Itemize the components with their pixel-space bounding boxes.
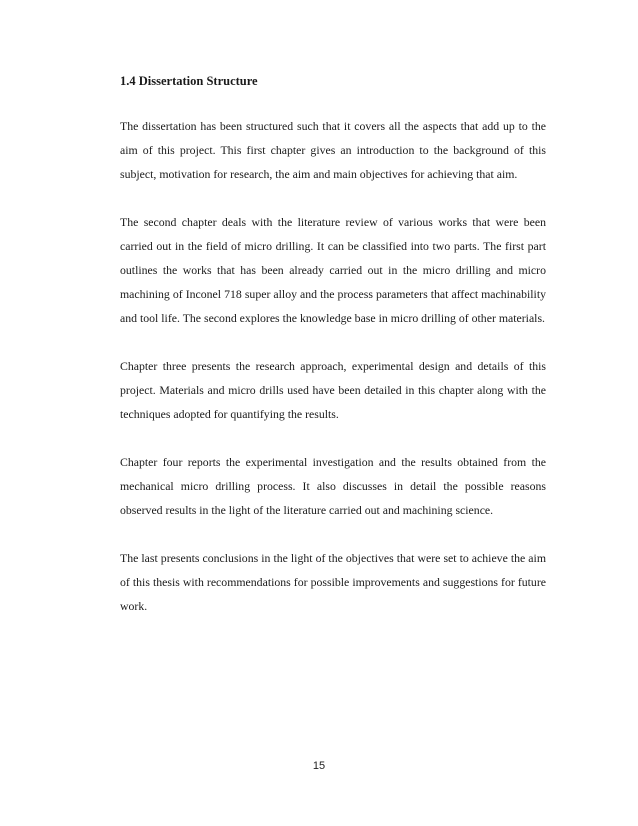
paragraph-chapter-four: Chapter four reports the experimental investigation and the results obtained from the mechanical micro drilling process. It also discusses in detail the possible reasons observed results in the light of the literature carried out and machining science. bbox=[120, 455, 546, 517]
paragraph-introduction: The dissertation has been structured such that it covers all the aspects that add up to the aim of this project. This first chapter gives an introduction to the background of this subject, motivation for research, the aim and main objectives for achieving that aim. bbox=[120, 119, 546, 181]
section-body bbox=[120, 114, 546, 642]
page-number: 15 bbox=[312, 760, 326, 772]
paragraph-conclusion: The last presents conclusions in the light of the objectives that were set to achieve the aim of this thesis with recommendations for possible improvements and suggestions for future work. bbox=[120, 551, 546, 613]
paragraph-chapter-two: The second chapter deals with the literature review of various works that were been carried out in the field of micro drilling. It can be classified into two parts. The first part outlines the works that has been already carried out in the micro drilling and micro machining of Inconel 718 super alloy and the process parameters that affect machinability and tool life. The second explores the knowledge base in micro drilling of other materials. bbox=[120, 215, 546, 325]
paragraph-chapter-three: Chapter three presents the research approach, experimental design and details of this project. Materials and micro drills used have been detailed in this chapter along with the techniques adopted for quantifying the results. bbox=[120, 359, 546, 421]
section-heading: 1.4 Dissertation Structure bbox=[120, 74, 258, 88]
